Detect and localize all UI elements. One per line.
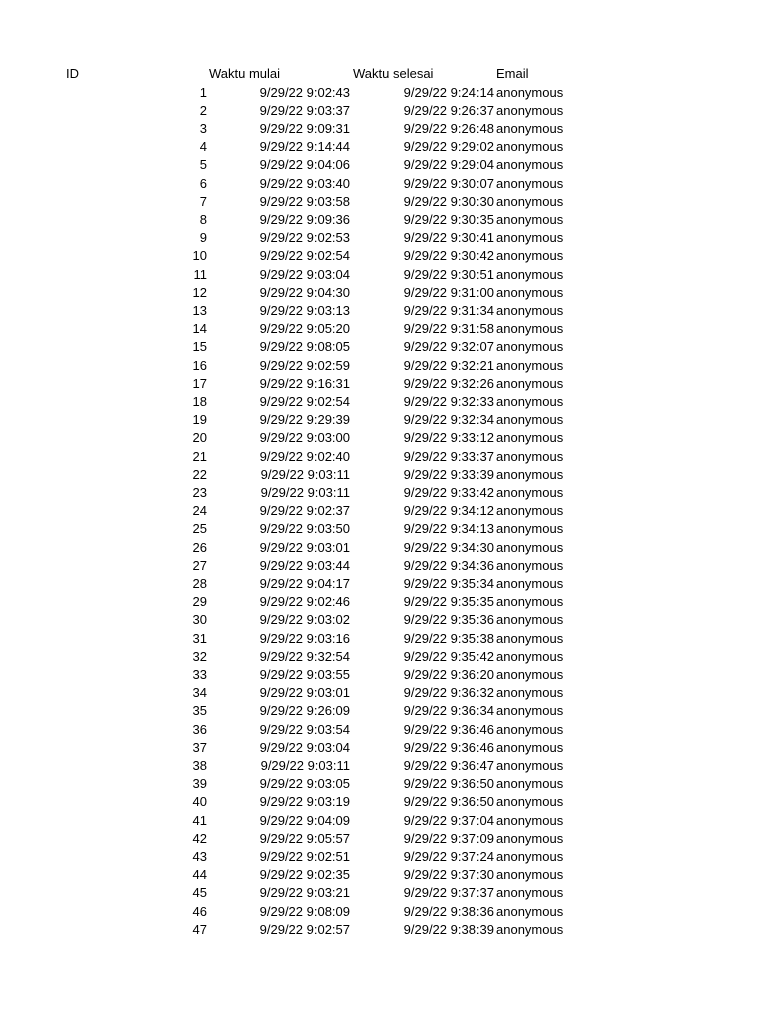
row-end-time: 9/29/22 9:30:30 xyxy=(403,193,494,209)
table-row xyxy=(0,502,768,520)
row-end-time: 9/29/22 9:33:37 xyxy=(403,448,494,464)
table-row xyxy=(0,903,768,921)
row-end-time: 9/29/22 9:37:37 xyxy=(403,885,494,901)
row-id: 11 xyxy=(193,266,207,282)
row-email: anonymous xyxy=(496,503,564,519)
row-start-time: 9/29/22 9:16:31 xyxy=(259,375,350,391)
row-id: 44 xyxy=(192,867,207,883)
row-start-time: 9/29/22 9:03:44 xyxy=(259,557,350,573)
table-row xyxy=(0,684,768,702)
table-row xyxy=(0,156,768,174)
row-email: anonymous xyxy=(496,466,564,482)
row-id: 17 xyxy=(192,375,207,391)
row-id: 8 xyxy=(199,211,207,227)
row-start-time: 9/29/22 9:04:17 xyxy=(259,575,350,591)
table-row xyxy=(0,648,768,666)
row-email: anonymous xyxy=(496,193,564,209)
row-end-time: 9/29/22 9:31:58 xyxy=(403,321,494,337)
row-email: anonymous xyxy=(496,430,564,446)
row-email: anonymous xyxy=(496,266,564,282)
row-email: anonymous xyxy=(496,248,564,264)
row-id: 35 xyxy=(192,703,207,719)
table-row xyxy=(0,466,768,484)
table-row xyxy=(0,357,768,375)
row-end-time: 9/29/22 9:36:47 xyxy=(403,757,494,773)
row-start-time: 9/29/22 9:26:09 xyxy=(259,703,350,719)
table-row xyxy=(0,830,768,848)
row-email: anonymous xyxy=(496,666,564,682)
row-id: 7 xyxy=(199,193,207,209)
table-row xyxy=(0,520,768,538)
row-id: 45 xyxy=(192,885,207,901)
row-end-time: 9/29/22 9:36:46 xyxy=(403,721,494,737)
table-row xyxy=(0,721,768,739)
row-end-time: 9/29/22 9:34:12 xyxy=(403,503,494,519)
row-end-time: 9/29/22 9:36:50 xyxy=(403,776,494,792)
header-start-time: Waktu mulai xyxy=(209,66,281,81)
row-end-time: 9/29/22 9:30:07 xyxy=(403,175,494,191)
row-end-time: 9/29/22 9:32:33 xyxy=(403,393,494,409)
row-start-time: 9/29/22 9:03:02 xyxy=(259,612,350,628)
row-start-time: 9/29/22 9:14:44 xyxy=(259,139,350,155)
row-email: anonymous xyxy=(496,612,564,628)
row-end-time: 9/29/22 9:33:39 xyxy=(403,466,494,482)
row-id: 29 xyxy=(192,594,207,610)
row-start-time: 9/29/22 9:03:01 xyxy=(259,539,350,555)
row-id: 36 xyxy=(192,721,207,737)
row-id: 2 xyxy=(199,102,207,118)
row-id: 1 xyxy=(199,84,207,100)
row-start-time: 9/29/22 9:04:30 xyxy=(259,284,350,300)
row-start-time: 9/29/22 9:02:35 xyxy=(259,867,350,883)
header-row xyxy=(0,65,768,83)
row-id: 30 xyxy=(192,612,207,628)
table-row xyxy=(0,193,768,211)
row-id: 38 xyxy=(192,757,207,773)
row-start-time: 9/29/22 9:04:06 xyxy=(259,157,350,173)
row-email: anonymous xyxy=(496,230,564,246)
row-email: anonymous xyxy=(496,120,564,136)
row-email: anonymous xyxy=(496,302,564,318)
row-email: anonymous xyxy=(496,739,564,755)
row-email: anonymous xyxy=(496,867,564,883)
table-row xyxy=(0,211,768,229)
row-id: 10 xyxy=(192,248,207,264)
row-start-time: 9/29/22 9:02:54 xyxy=(259,393,350,409)
row-id: 5 xyxy=(199,157,207,173)
row-email: anonymous xyxy=(496,703,564,719)
row-id: 18 xyxy=(192,393,207,409)
table-row xyxy=(0,247,768,265)
row-end-time: 9/29/22 9:35:38 xyxy=(403,630,494,646)
row-end-time: 9/29/22 9:30:51 xyxy=(403,266,494,282)
row-id: 21 xyxy=(192,448,207,464)
row-id: 14 xyxy=(192,321,207,337)
row-id: 31 xyxy=(192,630,207,646)
row-email: anonymous xyxy=(496,685,564,701)
row-email: anonymous xyxy=(496,776,564,792)
row-email: anonymous xyxy=(496,630,564,646)
table-row xyxy=(0,575,768,593)
row-end-time: 9/29/22 9:37:30 xyxy=(403,867,494,883)
row-id: 24 xyxy=(192,503,207,519)
table-row xyxy=(0,539,768,557)
row-id: 34 xyxy=(192,685,207,701)
table-row xyxy=(0,320,768,338)
row-id: 25 xyxy=(192,521,207,537)
table-row xyxy=(0,884,768,902)
table-row xyxy=(0,411,768,429)
table-row xyxy=(0,338,768,356)
row-start-time: 9/29/22 9:03:00 xyxy=(259,430,350,446)
row-start-time: 9/29/22 9:02:53 xyxy=(259,230,350,246)
row-end-time: 9/29/22 9:31:00 xyxy=(403,284,494,300)
row-id: 32 xyxy=(192,648,207,664)
table-row xyxy=(0,848,768,866)
row-start-time: 9/29/22 9:03:54 xyxy=(259,721,350,737)
row-end-time: 9/29/22 9:26:48 xyxy=(403,120,494,136)
table-row xyxy=(0,757,768,775)
row-id: 20 xyxy=(192,430,207,446)
row-start-time: 9/29/22 9:05:20 xyxy=(259,321,350,337)
row-email: anonymous xyxy=(496,393,564,409)
row-start-time: 9/29/22 9:03:11 xyxy=(260,484,350,500)
row-email: anonymous xyxy=(496,830,564,846)
row-end-time: 9/29/22 9:37:24 xyxy=(403,848,494,864)
row-start-time: 9/29/22 9:03:01 xyxy=(259,685,350,701)
table-row xyxy=(0,429,768,447)
row-end-time: 9/29/22 9:33:12 xyxy=(403,430,494,446)
row-id: 42 xyxy=(192,830,207,846)
row-start-time: 9/29/22 9:03:50 xyxy=(259,521,350,537)
row-start-time: 9/29/22 9:32:54 xyxy=(259,648,350,664)
row-email: anonymous xyxy=(496,321,564,337)
row-start-time: 9/29/22 9:04:09 xyxy=(259,812,350,828)
row-end-time: 9/29/22 9:34:36 xyxy=(403,557,494,573)
table-row xyxy=(0,175,768,193)
table-row xyxy=(0,266,768,284)
table-row xyxy=(0,702,768,720)
row-start-time: 9/29/22 9:03:40 xyxy=(259,175,350,191)
row-id: 46 xyxy=(192,903,207,919)
row-start-time: 9/29/22 9:03:13 xyxy=(259,302,350,318)
row-end-time: 9/29/22 9:32:21 xyxy=(403,357,494,373)
table-row xyxy=(0,484,768,502)
row-start-time: 9/29/22 9:03:05 xyxy=(259,776,350,792)
row-end-time: 9/29/22 9:36:34 xyxy=(403,703,494,719)
row-end-time: 9/29/22 9:32:34 xyxy=(403,412,494,428)
row-start-time: 9/29/22 9:02:59 xyxy=(259,357,350,373)
row-id: 19 xyxy=(192,412,207,428)
row-start-time: 9/29/22 9:03:21 xyxy=(259,885,350,901)
row-email: anonymous xyxy=(496,903,564,919)
table-row xyxy=(0,866,768,884)
row-start-time: 9/29/22 9:03:11 xyxy=(260,466,350,482)
row-start-time: 9/29/22 9:05:57 xyxy=(259,830,350,846)
table-row xyxy=(0,120,768,138)
row-end-time: 9/29/22 9:35:35 xyxy=(403,594,494,610)
row-email: anonymous xyxy=(496,794,564,810)
row-end-time: 9/29/22 9:26:37 xyxy=(403,102,494,118)
row-email: anonymous xyxy=(496,484,564,500)
row-email: anonymous xyxy=(496,848,564,864)
table-row xyxy=(0,448,768,466)
table-row xyxy=(0,630,768,648)
row-id: 28 xyxy=(192,575,207,591)
table-row xyxy=(0,375,768,393)
row-id: 12 xyxy=(192,284,207,300)
row-email: anonymous xyxy=(496,211,564,227)
row-end-time: 9/29/22 9:32:07 xyxy=(403,339,494,355)
row-id: 6 xyxy=(199,175,207,191)
row-email: anonymous xyxy=(496,921,564,937)
row-end-time: 9/29/22 9:36:20 xyxy=(403,666,494,682)
row-end-time: 9/29/22 9:32:26 xyxy=(403,375,494,391)
row-id: 16 xyxy=(192,357,207,373)
row-start-time: 9/29/22 9:03:04 xyxy=(259,739,350,755)
table-row xyxy=(0,393,768,411)
row-end-time: 9/29/22 9:36:32 xyxy=(403,685,494,701)
table-row xyxy=(0,102,768,120)
row-email: anonymous xyxy=(496,448,564,464)
row-start-time: 9/29/22 9:09:36 xyxy=(259,211,350,227)
row-email: anonymous xyxy=(496,102,564,118)
table-row xyxy=(0,593,768,611)
row-id: 39 xyxy=(192,776,207,792)
header-email: Email xyxy=(496,66,529,81)
row-email: anonymous xyxy=(496,339,564,355)
row-end-time: 9/29/22 9:30:35 xyxy=(403,211,494,227)
row-email: anonymous xyxy=(496,84,564,100)
table-row xyxy=(0,793,768,811)
row-id: 22 xyxy=(192,466,207,482)
row-end-time: 9/29/22 9:34:13 xyxy=(403,521,494,537)
table-row xyxy=(0,84,768,102)
row-id: 43 xyxy=(192,848,207,864)
row-start-time: 9/29/22 9:03:55 xyxy=(259,666,350,682)
header-id: ID xyxy=(66,66,79,81)
row-email: anonymous xyxy=(496,175,564,191)
row-start-time: 9/29/22 9:02:43 xyxy=(259,84,350,100)
row-id: 15 xyxy=(192,339,207,355)
row-id: 26 xyxy=(192,539,207,555)
row-email: anonymous xyxy=(496,557,564,573)
row-end-time: 9/29/22 9:29:02 xyxy=(403,139,494,155)
row-end-time: 9/29/22 9:30:41 xyxy=(403,230,494,246)
row-email: anonymous xyxy=(496,812,564,828)
row-id: 37 xyxy=(192,739,207,755)
row-email: anonymous xyxy=(496,357,564,373)
table-row xyxy=(0,138,768,156)
row-end-time: 9/29/22 9:38:39 xyxy=(403,921,494,937)
row-start-time: 9/29/22 9:02:51 xyxy=(259,848,350,864)
row-end-time: 9/29/22 9:34:30 xyxy=(403,539,494,555)
row-id: 47 xyxy=(192,921,207,937)
row-start-time: 9/29/22 9:03:37 xyxy=(259,102,350,118)
row-id: 27 xyxy=(192,557,207,573)
table-row xyxy=(0,302,768,320)
header-end-time: Waktu selesai xyxy=(353,66,434,81)
table-row xyxy=(0,611,768,629)
row-end-time: 9/29/22 9:33:42 xyxy=(403,484,494,500)
row-email: anonymous xyxy=(496,648,564,664)
row-end-time: 9/29/22 9:36:46 xyxy=(403,739,494,755)
row-email: anonymous xyxy=(496,721,564,737)
row-start-time: 9/29/22 9:03:58 xyxy=(259,193,350,209)
row-id: 40 xyxy=(192,794,207,810)
row-end-time: 9/29/22 9:24:14 xyxy=(403,84,494,100)
table-row xyxy=(0,666,768,684)
table-row xyxy=(0,229,768,247)
row-start-time: 9/29/22 9:08:09 xyxy=(259,903,350,919)
row-end-time: 9/29/22 9:36:50 xyxy=(403,794,494,810)
table-row xyxy=(0,739,768,757)
row-end-time: 9/29/22 9:37:09 xyxy=(403,830,494,846)
table-row xyxy=(0,775,768,793)
row-start-time: 9/29/22 9:02:54 xyxy=(259,248,350,264)
row-start-time: 9/29/22 9:03:04 xyxy=(259,266,350,282)
row-start-time: 9/29/22 9:02:40 xyxy=(259,448,350,464)
row-start-time: 9/29/22 9:02:46 xyxy=(259,594,350,610)
table-row xyxy=(0,557,768,575)
row-email: anonymous xyxy=(496,539,564,555)
row-email: anonymous xyxy=(496,521,564,537)
row-email: anonymous xyxy=(496,412,564,428)
row-id: 4 xyxy=(199,139,207,155)
row-end-time: 9/29/22 9:37:04 xyxy=(403,812,494,828)
row-email: anonymous xyxy=(496,284,564,300)
row-email: anonymous xyxy=(496,757,564,773)
table-row xyxy=(0,921,768,939)
row-email: anonymous xyxy=(496,575,564,591)
row-id: 23 xyxy=(192,484,207,500)
row-end-time: 9/29/22 9:35:36 xyxy=(403,612,494,628)
row-email: anonymous xyxy=(496,157,564,173)
row-start-time: 9/29/22 9:29:39 xyxy=(259,412,350,428)
row-start-time: 9/29/22 9:03:11 xyxy=(260,757,350,773)
row-email: anonymous xyxy=(496,885,564,901)
row-email: anonymous xyxy=(496,594,564,610)
row-end-time: 9/29/22 9:30:42 xyxy=(403,248,494,264)
row-start-time: 9/29/22 9:03:19 xyxy=(259,794,350,810)
row-end-time: 9/29/22 9:35:34 xyxy=(403,575,494,591)
table-row xyxy=(0,284,768,302)
row-end-time: 9/29/22 9:31:34 xyxy=(403,302,494,318)
row-start-time: 9/29/22 9:02:37 xyxy=(259,503,350,519)
row-id: 9 xyxy=(199,230,207,246)
table-row xyxy=(0,812,768,830)
row-start-time: 9/29/22 9:09:31 xyxy=(259,120,350,136)
row-end-time: 9/29/22 9:29:04 xyxy=(403,157,494,173)
row-end-time: 9/29/22 9:35:42 xyxy=(403,648,494,664)
row-start-time: 9/29/22 9:02:57 xyxy=(259,921,350,937)
row-end-time: 9/29/22 9:38:36 xyxy=(403,903,494,919)
row-id: 41 xyxy=(192,812,207,828)
row-start-time: 9/29/22 9:03:16 xyxy=(259,630,350,646)
row-email: anonymous xyxy=(496,139,564,155)
row-id: 13 xyxy=(192,302,207,318)
row-email: anonymous xyxy=(496,375,564,391)
row-start-time: 9/29/22 9:08:05 xyxy=(259,339,350,355)
row-id: 3 xyxy=(199,120,207,136)
row-id: 33 xyxy=(192,666,207,682)
